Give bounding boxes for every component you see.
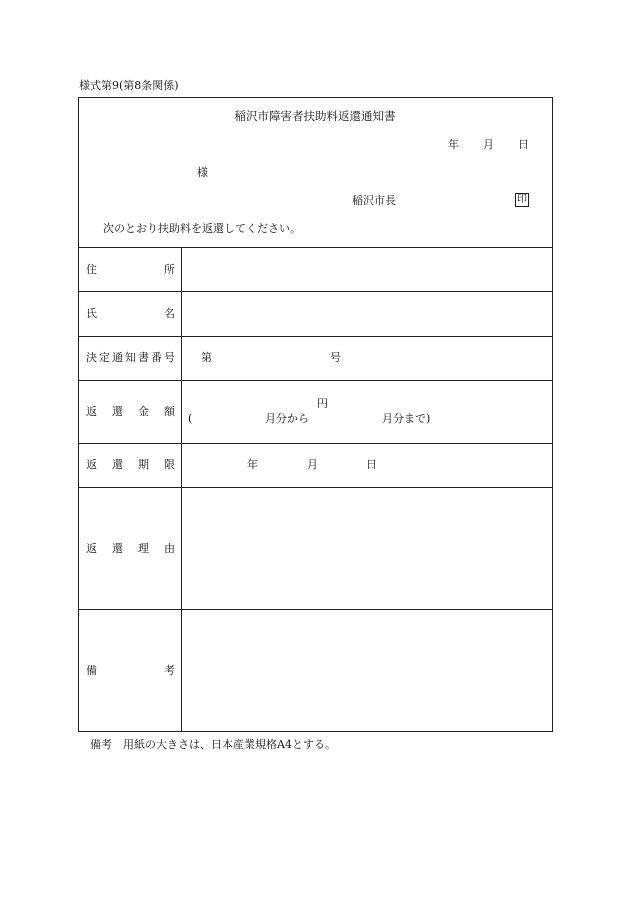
label-char: 備 [86, 664, 97, 677]
label-char: 返 [86, 405, 97, 418]
label-char: 所 [164, 263, 175, 276]
row-divider [78, 487, 553, 488]
label-char: 額 [164, 405, 175, 418]
label-char: 返 [86, 458, 97, 471]
deadline-year: 年 [247, 458, 258, 471]
label-char: 期 [138, 458, 149, 471]
label-char: 名 [164, 307, 175, 320]
row-divider [78, 443, 553, 444]
amount-paren-open: ( [188, 412, 193, 425]
label-char: 限 [164, 458, 175, 471]
addressee-honorific: 様 [197, 166, 208, 179]
column-divider [181, 247, 182, 732]
date-year-label: 年 [448, 138, 459, 151]
amount-from-month: 月分から [265, 412, 309, 425]
row-divider [78, 291, 553, 292]
amount-label [86, 406, 175, 418]
row-divider [78, 336, 553, 337]
label-char: 氏 [86, 307, 97, 320]
row-divider [78, 380, 553, 381]
label-char: 還 [112, 405, 123, 418]
label-char: 由 [164, 542, 175, 555]
intro-text: 次のとおり扶助料を返還してください。 [103, 222, 301, 235]
amount-to-month: 月分まで) [382, 412, 431, 425]
deadline-month: 月 [307, 458, 318, 471]
label-char: 住 [86, 263, 97, 276]
issuer-name: 稲沢市長 [352, 194, 396, 207]
date-month-label: 月 [483, 138, 494, 151]
paper-size-footnote: 備考 用紙の大きさは、日本産業規格A4とする。 [90, 738, 336, 751]
row-divider [78, 609, 553, 610]
label-char: 返 [86, 542, 97, 555]
document-title: 稲沢市障害者扶助料返還通知書 [234, 109, 396, 123]
amount-yen-unit: 円 [317, 397, 328, 410]
reason-label [86, 543, 175, 555]
label-char: 考 [164, 664, 175, 677]
decision-number-suffix: 号 [330, 351, 341, 364]
name-label [86, 308, 175, 320]
label-char: 理 [138, 542, 149, 555]
decision-number-label-text: 決定通知書番号 [86, 351, 175, 364]
decision-number-label [86, 352, 175, 364]
deadline-label [86, 459, 175, 471]
remarks-label [86, 665, 175, 677]
label-char: 還 [112, 458, 123, 471]
decision-number-prefix: 第 [201, 351, 212, 364]
label-char: 還 [112, 542, 123, 555]
address-label [86, 264, 175, 276]
seal-mark: 印 [517, 194, 527, 205]
deadline-day: 日 [366, 458, 377, 471]
label-char: 金 [138, 405, 149, 418]
date-day-label: 日 [518, 138, 529, 151]
form-number: 様式第9(第8条関係) [79, 79, 179, 92]
row-divider [78, 247, 553, 248]
